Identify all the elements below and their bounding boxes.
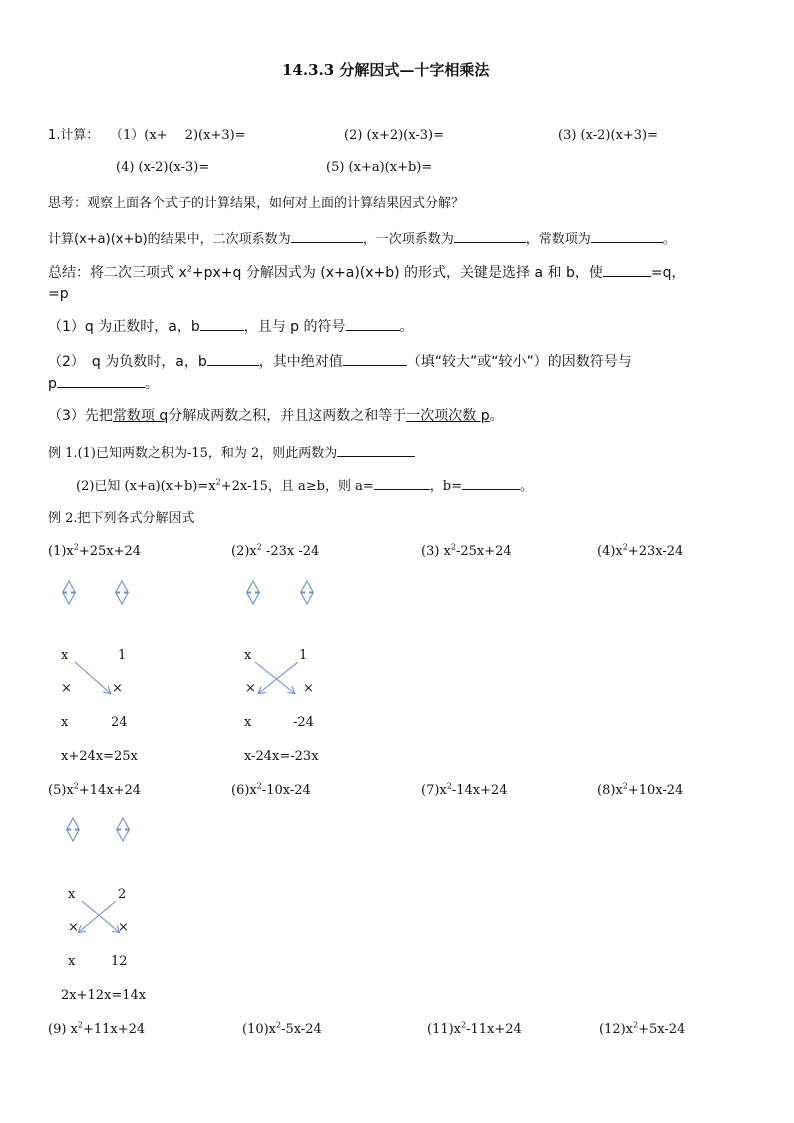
coef-end: 。 xyxy=(662,232,676,247)
cross1-mr: × xyxy=(112,681,123,696)
cross2-ml: × xyxy=(245,681,256,696)
ex1-sq: 2 xyxy=(215,477,221,487)
ex2-item-4: $(4)x^2+23x-24$ xyxy=(597,542,684,559)
case2-b: ，其中绝对值 xyxy=(258,354,343,370)
case1-a: （1）q 为正数时，a，b xyxy=(48,319,200,335)
case3-b: 常数项 q xyxy=(112,408,169,424)
cross1-bl: x xyxy=(61,715,69,730)
ex1-l2c: ，b= xyxy=(429,479,462,494)
cross3-bl: x xyxy=(68,954,76,969)
ex2-item-6: $(6)x^2-10x-24$ xyxy=(231,781,311,798)
q1-item-5: (5) (x+a)(x+b)= xyxy=(326,160,433,175)
cross1-tl: x xyxy=(61,648,69,663)
cross2-tr: 1 xyxy=(299,648,308,663)
cross1-result: x+24x=25x xyxy=(61,749,138,764)
cross2-tl: x xyxy=(244,648,252,663)
double-arrow-icon xyxy=(63,581,75,604)
summary-sq: 2 xyxy=(186,264,192,274)
q1-item-2: (2) (x+2)(x-3)= xyxy=(344,128,444,143)
cross3-result: 2x+12x=14x xyxy=(61,988,147,1003)
cross1-ml: × xyxy=(61,681,72,696)
cross2-bl: x xyxy=(244,715,252,730)
cross3-tl: x xyxy=(68,887,76,902)
q1-item-1: （1）(x+ 2)(x+3)= xyxy=(110,128,246,143)
ex2-item-2: $(2)x^2$ -23x -24 xyxy=(231,542,320,559)
coef-mid2: ，常数项为 xyxy=(525,232,591,247)
case1-c: 。 xyxy=(399,319,414,335)
cross2-br: -24 xyxy=(293,715,314,730)
cross1-tr: 1 xyxy=(118,648,127,663)
ex2-item-5: $(5)x^2+14x+24$ xyxy=(48,781,142,798)
cross3-tr: 2 xyxy=(118,887,127,902)
summary-a: 总结：将二次三项式 x xyxy=(48,265,187,281)
ex2-item-1: $(1)x^2+25x+24$ xyxy=(48,542,142,559)
ex1-l2a: (2)已知 (x+a)(x+b)=x xyxy=(76,479,216,494)
cross-arrow xyxy=(255,662,294,693)
ex2-item-11: $(11)x^2-11x+24$ xyxy=(427,1020,522,1037)
cross2-mr: × xyxy=(303,681,314,696)
cross3-mr: × xyxy=(118,920,129,935)
coef-mid1: ，一次项系数为 xyxy=(362,232,454,247)
case2-e: 。 xyxy=(144,376,159,392)
case3-f: 。 xyxy=(489,408,504,424)
cross-arrow xyxy=(75,662,110,693)
double-arrow-icon xyxy=(301,581,313,604)
ex2-heading: 例 2.把下列各式分解因式 xyxy=(48,511,195,526)
case2-c: （填“较大”或“较小”）的因数符号与 xyxy=(406,354,632,370)
ex1-l1: 例 1.(1)已知两数之积为-15，和为 2，则此两数为 xyxy=(48,446,338,461)
double-arrow-icon xyxy=(117,818,129,841)
coef-prefix: 计算(x+a)(x+b)的结果中，二次项系数为 xyxy=(48,232,291,247)
cross-arrow xyxy=(79,901,116,932)
double-arrow-icon xyxy=(67,818,79,841)
page-title: 14.3.3 分解因式—十字相乘法 xyxy=(282,61,490,79)
summary-d: =p xyxy=(48,286,69,302)
cross2-result: x-24x=-23x xyxy=(244,749,319,764)
ex2-item-9: (9) $x^2+11x+24$ xyxy=(48,1020,146,1037)
cross-arrow xyxy=(82,901,119,932)
case2-d: p xyxy=(48,376,57,392)
double-arrow-icon xyxy=(247,581,259,604)
ex1-l2d: 。 xyxy=(519,479,533,494)
case3-d: ，并且这两数之和等于 xyxy=(266,408,407,424)
case1-b: ，且与 p 的符号 xyxy=(243,319,346,335)
cross3-ml: × xyxy=(68,920,79,935)
cross1-br: 24 xyxy=(111,715,128,730)
ex2-item-8: $(8)x^2+10x-24$ xyxy=(597,781,684,798)
case3-e: 一次项次数 p xyxy=(406,408,490,424)
case3-c: 分解成两数之积 xyxy=(168,408,267,424)
ex2-item-7: $(7)x^2-14x+24$ xyxy=(421,781,508,798)
q1-item-4: (4) (x-2)(x-3)= xyxy=(116,160,210,175)
ex2-item-12: $(12)x^2+5x-24$ xyxy=(599,1020,686,1037)
cross3-br: 12 xyxy=(111,954,128,969)
double-arrow-icon xyxy=(116,581,128,604)
summary-b: +px+q 分解因式为 (x+a)(x+b) 的形式，关键是选择 a 和 b，使 xyxy=(191,265,603,281)
case3-a: （3）先把 xyxy=(48,408,113,424)
think-text: 思考：观察上面各个式子的计算结果，如何对上面的计算结果因式分解？ xyxy=(48,196,465,211)
cross-arrow xyxy=(259,662,298,693)
ex2-item-10: $(10)x^2-5x-24$ xyxy=(242,1020,322,1037)
q1-item-3: (3) (x-2)(x+3)= xyxy=(558,128,658,143)
summary-c: =q， xyxy=(650,265,686,281)
q1-label: 1.计算： xyxy=(48,128,100,143)
case2-a: （2） q 为负数时，a，b xyxy=(48,354,207,370)
ex1-l2b: +2x-15，且 a≥b，则 a= xyxy=(220,479,374,494)
ex2-item-3: (3) $x^2-25x+24$ xyxy=(421,542,512,559)
